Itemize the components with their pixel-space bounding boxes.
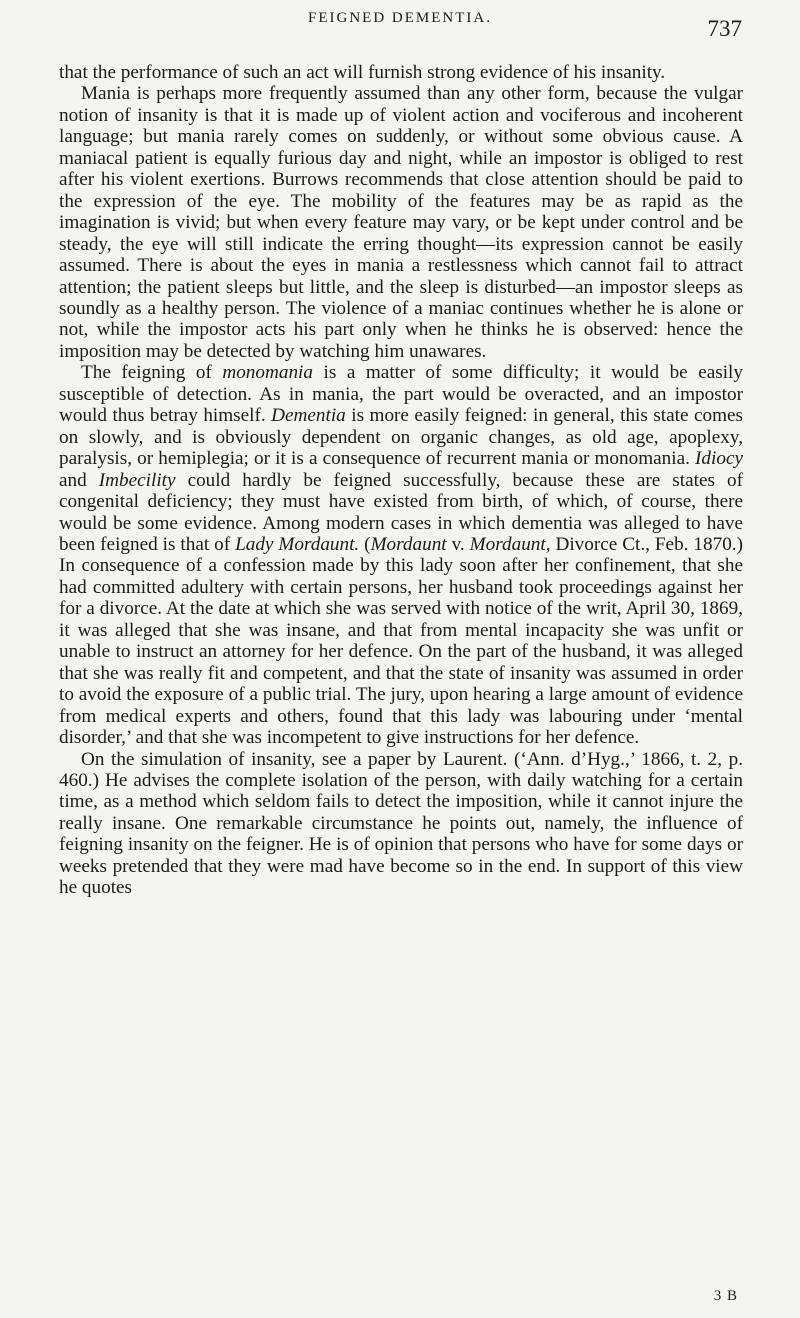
case-party: Mordaunt <box>370 533 447 555</box>
term-dementia: Dementia <box>271 405 346 427</box>
text-span: The feigning of <box>81 362 223 384</box>
text-span: is a matter of some difficulty; it would be easily susceptible of detection. As in mania, the part would be overacted, and an impostor would thus betray himself. <box>59 362 743 427</box>
case-name-lady: Lady Mordaunt. <box>235 533 360 555</box>
text-span: ( <box>359 533 371 555</box>
text-span: is more easily feigned: in general, this state comes on slowly, and is obviously dependent on organic changes, as old age, apoplexy, paralysis, or hemiplegia; or it is a consequence of recurrent mania or monomania. <box>59 405 743 470</box>
term-monomania: monomania <box>222 362 313 384</box>
paragraph-mania: Mania is perhaps more frequently assumed than any other form, because the vulgar notion of insanity is that it is made up of violent action and vociferous and incoherent language; but mania rarely comes on suddenly, or without some obvious cause. A maniacal patient is equally furious day and night, while an impostor is obliged to rest after his violent exertions. Burrows recommends that close attention should be paid to the expression of the eye. The mobility of the features may be as rapid as the imagination is vivid; but when every feature may vary, or be kept under control and be steady, the eye will still indicate the erring thought—its expression cannot be easily assumed. There is about the eyes in mania a restlessness which cannot fail to attract attention; the patient sleeps but little, and the sleep is disturbed—an impostor sleeps as soundly as a healthy person. The violence of a maniac continues whether he is alone or not, while the impostor acts his part only when he thinks he is observed: hence the imposition may be detected by watching him unawares. <box>59 83 743 362</box>
text-span: could hardly be feigned successfully, because these are states of congenital deficiency; they must have existed from birth, of which, of course, there would be some evidence. Among modern cases in which dementia was alleged to have been feigned is that of <box>59 469 743 555</box>
page-number: 737 <box>707 16 742 41</box>
text-span: Divorce Ct., Feb. 1870.) In consequence of a confession made by this lady soon after her confinement, that she had committed adultery with certain persons, her husband took proceedings against her for a divorce. At the date at which she was served with notice of the writ, April 30, 1869, it was alleged that she was insane, and that from mental incapacity she was unfit or unable to instruct an attorney for her defence. On the part of the husband, it was alleged that she was really fit and competent, and that the state of insanity was assumed in order to avoid the exposure of a public trial. The jury, upon hearing a large amount of evidence from medical experts and others, found that this lady was labouring under ‘mental disorder,’ and that she was incompetent to give instructions for her defence. <box>59 533 743 749</box>
case-party: Mordaunt, <box>469 533 551 555</box>
signature-mark: 3 B <box>713 1288 738 1304</box>
term-idiocy: Idiocy <box>695 448 743 470</box>
body-text <box>59 62 743 899</box>
running-head: FEIGNED DEMENTIA. <box>308 10 492 26</box>
text-span: v. <box>446 533 470 555</box>
paragraph-monomania-dementia <box>59 362 743 748</box>
text-span: and <box>59 469 99 491</box>
term-imbecility: Imbecility <box>98 469 176 491</box>
paragraph-simulation: On the simulation of insanity, see a paper by Laurent. (‘Ann. d’Hyg.,’ 1866, t. 2, p. 460.) He advises the complete isolation of the person, with daily watching for a certain time, as a method which seldom fails to detect the imposition, while it cannot injure the really insane. One remarkable circumstance he points out, namely, the influence of feigning insanity on the feigner. He is of opinion that persons who have for some days or weeks pretended that they were mad have become so in the end. In support of this view he quotes <box>59 748 743 899</box>
paragraph-1: that the performance of such an act will furnish strong evidence of his insanity. <box>59 62 666 83</box>
